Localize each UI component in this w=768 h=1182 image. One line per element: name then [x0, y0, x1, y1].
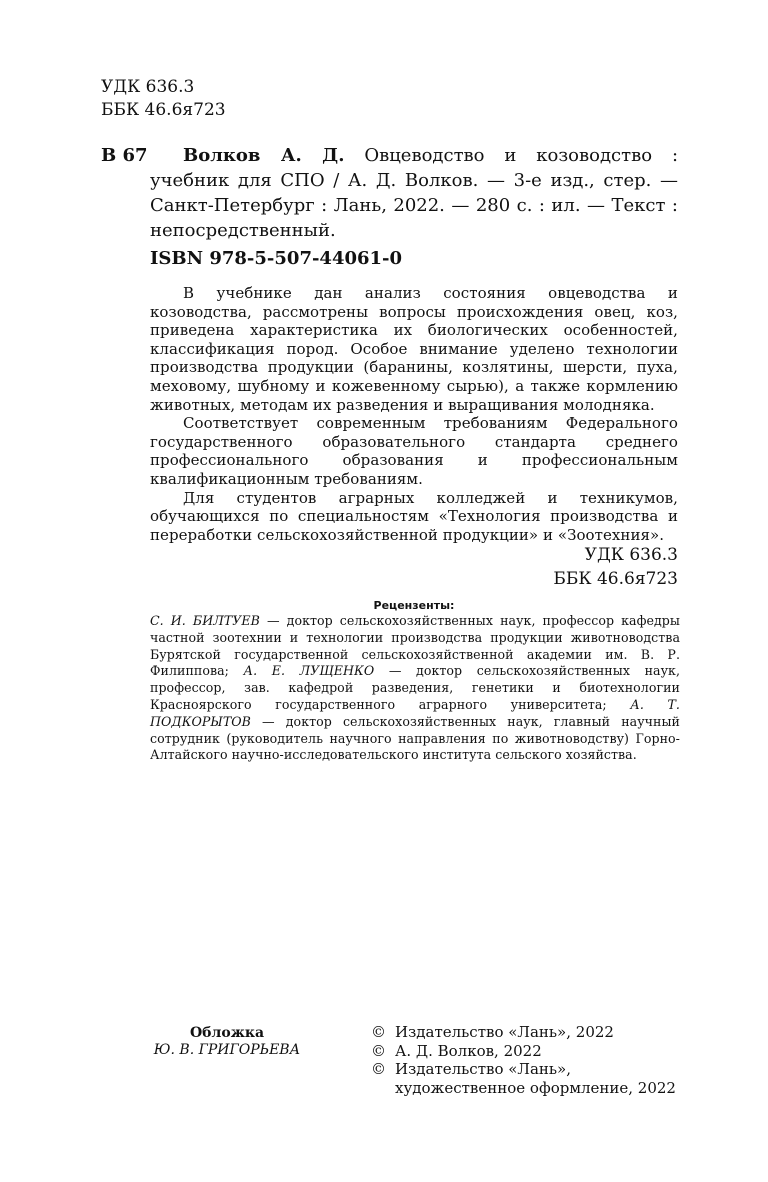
bibliographic-record — [150, 143, 678, 243]
copyright-line — [371, 1023, 676, 1042]
classification-block — [101, 76, 226, 122]
reviewer-details: — доктор сельскохозяйственных наук, главный научный сотрудник (руководитель научного направления по животноводству) Горно-Алтайского научно-исследовательского института сельского хозяйства. — [150, 713, 680, 763]
author-mark: В 67 — [101, 145, 148, 166]
annotation — [150, 284, 678, 544]
annotation-paragraph: В учебнике дан анализ состояния овцеводства и козоводства, рассмотрены вопросы происхождения овец, коз, приведена характеристика их биологических особенностей, классификация пород. Особое внимание уделено технологии производства продукции (баранины, козлятины, шерсти, пуха, меховому, шубному и кожевенному сырью), а также кормлению животных, методам их разведения и выращивания молодняка. — [150, 284, 678, 414]
reviewer-name: С. И. БИЛТУЕВ — [150, 613, 260, 628]
copyright-line — [371, 1060, 676, 1079]
copyright-icon: © — [371, 1023, 386, 1041]
copyright-icon: © — [371, 1041, 386, 1060]
copyright-text: художественное оформление, 2022 — [395, 1078, 676, 1097]
copyright-notices — [371, 1023, 676, 1097]
reviewer-details: — доктор сельскохозяйственных наук, профессор, зав. кафедрой разведения, генетики и биотехнологии Красноярского государственного аграрного университета; — [150, 663, 680, 712]
cover-credit — [112, 1025, 342, 1059]
bbk-code: ББК 46.6я723 — [101, 100, 226, 120]
reviewer-details: — доктор сельскохозяйственных наук, профессор кафедры частной зоотехнии и технологии производства продукции животноводства Бурятской государственной сельскохозяйственной академии им. В. Р. Филиппова; — [150, 613, 680, 679]
classification-repeat — [553, 543, 678, 591]
reviewer-name: А. Т. ПОДКОРЫТОВ — [150, 696, 680, 729]
annotation-paragraph: Соответствует современным требованиям Федерального государственного образовательного стандарта среднего профессионального образования и профессиональным квалификационным требованиям. — [150, 414, 678, 488]
bibliographic-description: Овцеводство и козоводство : учебник для СПО / А. Д. Волков. — 3-е изд., стер. — Санкт-Петербург : Лань, 2022. — 280 с. : ил. — Текст : непосредственный. — [150, 145, 679, 241]
copyright-text: Издательство «Лань», — [395, 1060, 572, 1078]
author-name: Волков А. Д. — [183, 145, 345, 166]
udk-code: УДК 636.3 — [101, 77, 195, 97]
copyright-icon: © — [371, 1060, 386, 1078]
udk-code: УДК 636.3 — [584, 545, 678, 565]
isbn: ISBN 978-5-507-44061-0 — [150, 248, 403, 269]
annotation-paragraph: Для студентов аграрных колледжей и техникумов, обучающихся по специальностям «Технология производства и переработки сельскохозяйственной продукции» и «Зоотехния». — [150, 488, 678, 544]
cover-designer: Ю. В. ГРИГОРЬЕВА — [153, 1042, 301, 1058]
copyright-line — [371, 1042, 676, 1061]
copyright-text: Издательство «Лань», 2022 — [395, 1023, 614, 1041]
bbk-code: ББК 46.6я723 — [553, 569, 678, 589]
cover-label: Обложка — [189, 1025, 265, 1041]
copyright-text: А. Д. Волков, 2022 — [395, 1041, 542, 1060]
copyright-line-continued — [371, 1079, 676, 1098]
reviewers-heading: Рецензенты: — [373, 599, 455, 612]
reviewer-name: А. Е. ЛУЩЕНКО — [243, 663, 375, 679]
reviewers-list — [150, 613, 680, 764]
